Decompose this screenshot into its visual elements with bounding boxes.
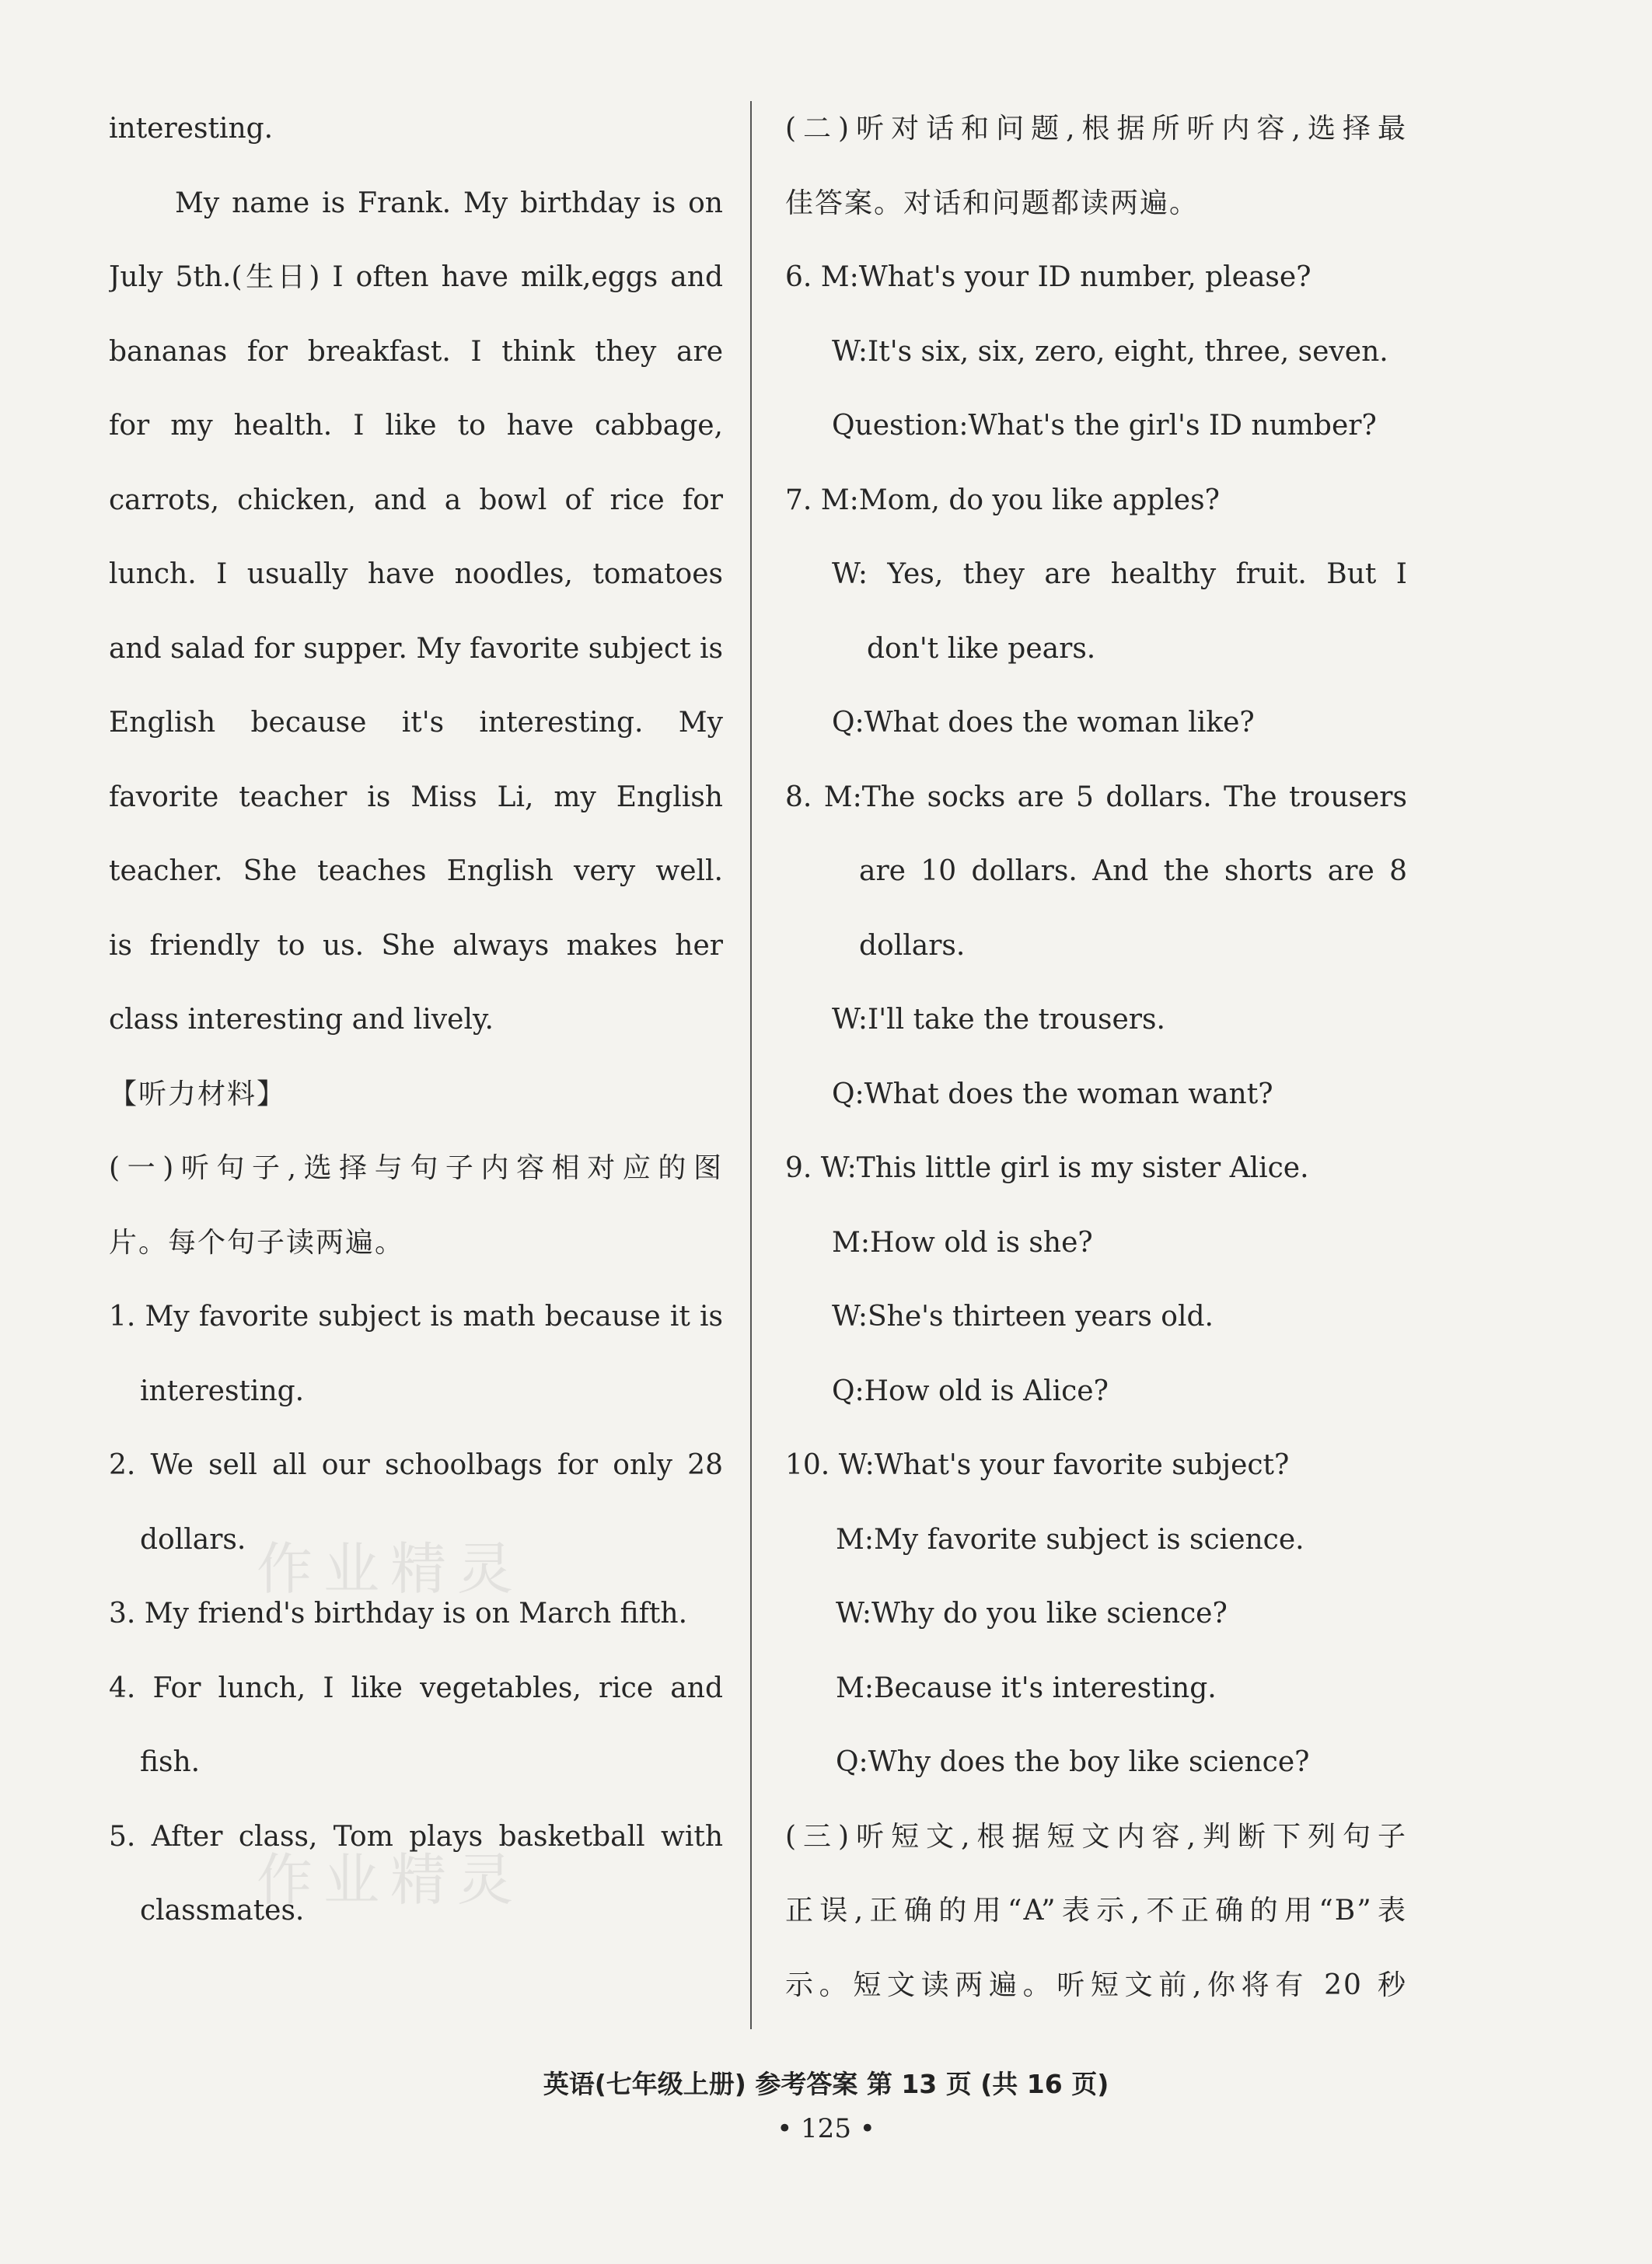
list-item: 5. After class, Tom plays basketball with — [109, 1820, 723, 1853]
dialogue-line: W:I'll take the trousers. — [832, 1004, 1165, 1036]
section-instruction: (一)听句子,选择与句子内容相对应的图 — [109, 1152, 723, 1184]
dialogue-question: Question:What's the girl's ID number? — [832, 410, 1377, 442]
dialogue-line: 8. M:The socks are 5 dollars. The trousers — [785, 781, 1407, 813]
text-line: is friendly to us. She always makes her — [109, 929, 723, 962]
list-item-continuation: classmates. — [140, 1895, 305, 1927]
section-instruction: 片。每个句子读两遍。 — [109, 1226, 405, 1259]
dialogue-question: Q:What does the woman like? — [832, 707, 1255, 739]
section-instruction: 佳答案。对话和问题都读两遍。 — [785, 187, 1200, 219]
list-item: 1. My favorite subject is math because it is — [109, 1301, 723, 1333]
list-item: 4. For lunch, I like vegetables, rice and — [109, 1672, 723, 1704]
dialogue-question: Q:How old is Alice? — [832, 1375, 1109, 1407]
text-line: and salad for supper. My favorite subject is — [109, 632, 723, 665]
text-line: July 5th.(生日) I often have milk,eggs and — [109, 261, 723, 293]
text-line: carrots, chicken, and a bowl of rice for — [109, 484, 723, 516]
dialogue-line: W:Why do you like science? — [836, 1598, 1228, 1630]
dialogue-line: M:How old is she? — [832, 1226, 1093, 1259]
section-instruction: 正误,正确的用“A”表示,不正确的用“B”表 — [785, 1895, 1407, 1927]
dialogue-line: 9. W:This little girl is my sister Alice. — [785, 1152, 1309, 1184]
text-line: for my health. I like to have cabbage, — [109, 410, 723, 442]
dialogue-line: W:She's thirteen years old. — [832, 1301, 1214, 1333]
text-line: interesting. — [109, 113, 274, 145]
text-line: lunch. I usually have noodles, tomatoes — [109, 558, 723, 590]
dialogue-line-continuation: dollars. — [859, 929, 966, 962]
text-line: favorite teacher is Miss Li, my English — [109, 781, 723, 813]
dialogue-line: W: Yes, they are healthy fruit. But I — [832, 558, 1407, 590]
left-column — [109, 92, 723, 1948]
text-line: English because it's interesting. My — [109, 707, 723, 739]
section-instruction: 示。短文读两遍。听短文前,你将有 20 秒 — [785, 1969, 1407, 2001]
right-column — [785, 92, 1407, 2022]
dialogue-line: M:My favorite subject is science. — [836, 1523, 1304, 1556]
list-item-continuation: dollars. — [140, 1523, 246, 1556]
page-footer: 英语(七年级上册) 参考答案 第 13 页 (共 16 页) — [543, 2069, 1109, 2099]
section-instruction: (三)听短文,根据短文内容,判断下列句子 — [785, 1820, 1407, 1853]
dialogue-line: 6. M:What's your ID number, please? — [785, 261, 1311, 293]
watermark-1: 作业精灵 — [257, 1536, 525, 1602]
watermark-2: 作业精灵 — [257, 1847, 525, 1913]
dialogue-line: M:Because it's interesting. — [836, 1672, 1217, 1704]
column-divider — [750, 101, 752, 2029]
dialogue-line: 10. W:What's your favorite subject? — [785, 1449, 1290, 1481]
list-item: 3. My friend's birthday is on March fifth. — [109, 1598, 688, 1630]
dialogue-question: Q:Why does the boy like science? — [836, 1746, 1310, 1778]
dialogue-line-continuation: don't like pears. — [867, 632, 1096, 665]
dialogue-question: Q:What does the woman want? — [832, 1078, 1273, 1110]
page-number: • 125 • — [777, 2113, 875, 2144]
text-line: class interesting and lively. — [109, 1004, 494, 1036]
text-line: My name is Frank. My birthday is on — [175, 187, 723, 219]
text-line: bananas for breakfast. I think they are — [109, 335, 723, 368]
dialogue-line: W:It's six, six, zero, eight, three, seven. — [832, 335, 1388, 368]
list-item: 2. We sell all our schoolbags for only 28 — [109, 1449, 723, 1481]
section-heading: 【听力材料】 — [109, 1078, 287, 1110]
dialogue-line: 7. M:Mom, do you like apples? — [785, 484, 1220, 516]
list-item-continuation: fish. — [140, 1746, 201, 1778]
text-line: teacher. She teaches English very well. — [109, 855, 723, 887]
section-instruction: (二)听对话和问题,根据所听内容,选择最 — [785, 113, 1407, 145]
list-item-continuation: interesting. — [140, 1375, 305, 1407]
dialogue-line-continuation: are 10 dollars. And the shorts are 8 — [859, 855, 1407, 887]
